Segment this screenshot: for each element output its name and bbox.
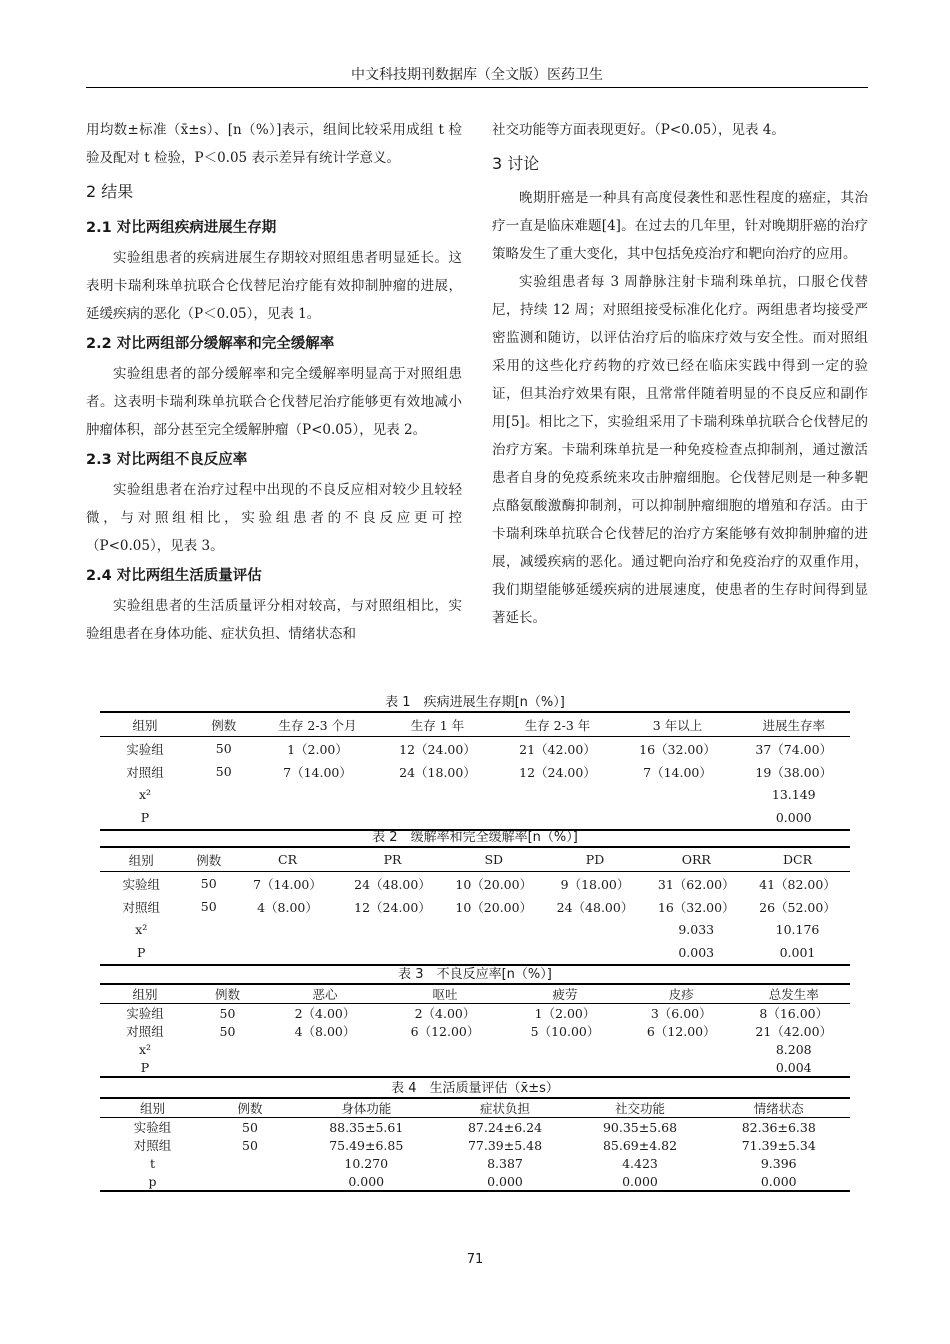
table-cell: 0.004 [775, 1059, 812, 1075]
table-row [100, 872, 850, 896]
column-header: 生存 2-3 个月 [278, 717, 357, 733]
table-cell: 50 [242, 1137, 258, 1153]
table-cell [625, 1040, 738, 1058]
table-cell: 5（10.00） [530, 1024, 600, 1039]
table-cell: 24（48.00） [354, 876, 431, 892]
table-cell: 50 [242, 1119, 258, 1135]
column-header: DCR [783, 852, 812, 867]
section-2-2-paragraph: 实验组患者的部分缓解率和完全缓解率明显高于对照组患者。这表明卡瑞利珠单抗联合仑伐替尼治疗能够更有效地减小肿瘤体积，部分甚至完全缓解肿瘤（P<0.05），见表 2。 [86, 366, 462, 438]
page-number: 71 [466, 1252, 484, 1267]
table-cell: 10（20.00） [455, 876, 533, 892]
column-header: CR [278, 852, 297, 867]
table-row [100, 918, 850, 941]
table-cell: 50 [219, 1023, 236, 1039]
table-cell: t [149, 1155, 156, 1171]
column-header: 例数 [196, 852, 222, 868]
table-cell: 85.69±4.82 [602, 1137, 678, 1153]
table-cell: 50 [219, 1005, 236, 1021]
table-cell [498, 806, 618, 830]
table-cell: 4（8.00） [294, 1024, 356, 1039]
table-cell: 50 [200, 899, 217, 914]
table-cell: 7（14.00） [253, 876, 322, 892]
table-cell [340, 941, 445, 965]
table-cell [445, 941, 543, 965]
table-1 [100, 711, 850, 831]
table-row [100, 806, 850, 830]
column-header: 情绪状态 [753, 1101, 804, 1116]
table-cell: 8.208 [775, 1041, 812, 1057]
table-cell: 87.24±6.24 [467, 1119, 543, 1135]
table-cell [205, 1172, 295, 1191]
table-4-block [100, 1081, 850, 1192]
table-4-title: 表 4 生活质量评估（x̄±s） [391, 1081, 559, 1096]
table-cell: 10.270 [344, 1155, 389, 1171]
column-header: 组别 [128, 852, 154, 868]
table-cell: 24（18.00） [399, 764, 476, 780]
table-cell: 4（8.00） [257, 899, 318, 915]
column-header: PD [585, 852, 605, 867]
table-cell: 1（2.00） [287, 741, 348, 757]
table-cell: x² [138, 1041, 152, 1057]
table-cell: 71.39±5.34 [741, 1137, 816, 1153]
table-cell: 9.033 [678, 922, 715, 937]
table-cell: 0.000 [760, 1173, 797, 1189]
column-header: SD [484, 852, 504, 867]
table-cell: 12（24.00） [399, 741, 476, 757]
table-cell [265, 1040, 385, 1058]
table-cell [190, 806, 258, 830]
table-cell: 对照组 [126, 764, 164, 780]
table-row [100, 1172, 850, 1191]
table-cell: P [137, 945, 146, 960]
column-header: 症状负担 [479, 1101, 530, 1116]
table-cell: 9（18.00） [560, 876, 630, 892]
table-cell: 88.35±5.61 [329, 1119, 404, 1135]
table-row [100, 1136, 850, 1154]
table-row [100, 783, 850, 806]
table-cell: 50 [200, 876, 217, 891]
table-cell [258, 783, 378, 806]
table-cell [378, 806, 498, 830]
table-cell: 75.49±6.85 [329, 1137, 404, 1153]
table-row [100, 1058, 850, 1077]
section-2-2-heading: 2.2 对比两组部分缓解率和完全缓解率 [86, 336, 335, 352]
column-header: 例数 [237, 1101, 263, 1116]
section-2-4-continuation: 社交功能等方面表现更好。（P<0.05），见表 4。 [492, 122, 785, 138]
table-cell [378, 783, 498, 806]
table-cell: 对照组 [133, 1138, 172, 1153]
table-cell: x² [138, 787, 152, 802]
section-2-4-heading: 2.4 对比两组生活质量评估 [86, 568, 262, 584]
column-header: 组别 [132, 987, 158, 1002]
column-header: ORR [681, 852, 711, 867]
table-cell: 6（12.00） [646, 1024, 716, 1039]
table-2-title: 表 2 缓解率和完全缓解率[n（%）] [372, 830, 578, 845]
table-row [100, 1022, 850, 1040]
table-cell: 6（12.00） [410, 1024, 480, 1039]
table-cell [498, 783, 618, 806]
table-cell [385, 1058, 505, 1077]
table-cell: 实验组 [133, 1120, 172, 1135]
table-cell: 0.001 [779, 945, 816, 960]
table-cell: 对照组 [126, 1024, 164, 1039]
table-row [100, 941, 850, 965]
table-cell: 50 [215, 764, 232, 779]
table-cell [258, 806, 378, 830]
table-3-block [100, 967, 850, 1078]
left-column [86, 116, 462, 648]
table-cell: P [140, 810, 150, 825]
table-cell [235, 941, 340, 965]
table-cell: 21（42.00） [519, 741, 596, 757]
table-cell: x² [135, 922, 148, 937]
column-header: 组别 [132, 717, 158, 733]
table-cell [385, 1040, 505, 1058]
table-2-block [100, 830, 850, 966]
table-cell: 8.387 [487, 1155, 523, 1171]
table-cell [183, 918, 236, 941]
section-2-4-paragraph: 实验组患者的生活质量评分相对较高，与对照组相比，实验组患者在身体功能、症状负担、情绪状态和 [86, 598, 462, 642]
table-cell: 37（74.00） [755, 741, 833, 757]
right-column [492, 116, 868, 632]
table-cell: 2（4.00） [414, 1006, 476, 1021]
table-cell [543, 941, 648, 965]
table-cell: 13.149 [771, 787, 816, 802]
header-rule [86, 87, 868, 88]
table-cell: 实验组 [126, 741, 164, 757]
column-header: 组别 [139, 1101, 165, 1116]
table-cell [183, 941, 236, 965]
table-cell: 12（24.00） [354, 899, 431, 915]
table-row [100, 1154, 850, 1172]
results-heading: 2 结果 [86, 182, 134, 201]
column-header: 社交功能 [614, 1101, 665, 1116]
table-cell [235, 918, 340, 941]
table-4 [100, 1097, 850, 1192]
table-cell [205, 1154, 295, 1172]
table-cell: 50 [215, 741, 232, 756]
table-cell [543, 918, 648, 941]
section-2-3-heading: 2.3 对比两组不良反应率 [86, 452, 248, 468]
table-cell: 2（4.00） [294, 1006, 356, 1021]
table-cell: 21（42.00） [755, 1024, 833, 1039]
table-cell: 16（32.00） [639, 741, 716, 757]
column-header: 例数 [214, 987, 240, 1002]
column-header: 生存 2-3 年 [524, 717, 591, 733]
table-cell: 7（14.00） [643, 764, 712, 780]
table-cell: 1（2.00） [534, 1006, 596, 1021]
table-1-block [100, 695, 850, 831]
table-cell: 实验组 [126, 1006, 164, 1021]
table-cell [445, 918, 543, 941]
table-cell: p [148, 1173, 157, 1189]
column-header: 生存 1 年 [410, 717, 465, 733]
table-cell [618, 783, 738, 806]
section-2-1-heading: 2.1 对比两组疾病进展生存期 [86, 220, 277, 236]
table-cell: 26（52.00） [759, 899, 836, 915]
table-cell [190, 783, 258, 806]
table-row [100, 1004, 850, 1023]
table-cell: 9.396 [760, 1155, 797, 1171]
table-cell: 3（6.00） [650, 1006, 712, 1021]
table-3 [100, 983, 850, 1078]
discussion-paragraph-1: 晚期肝癌是一种具有高度侵袭性和恶性程度的癌症，其治疗一直是临床难题[4]。在过去的几年里，针对晚期肝癌的治疗策略发生了重大变化，其中包括免疫治疗和靶向治疗的应用。 [492, 190, 868, 262]
table-cell: 10（20.00） [455, 899, 533, 915]
column-header: PR [383, 852, 402, 867]
table-cell [265, 1058, 385, 1077]
column-header: 疲劳 [552, 987, 578, 1002]
table-cell: 12（24.00） [519, 764, 596, 780]
table-cell [505, 1040, 625, 1058]
table-row [100, 1118, 850, 1137]
column-header: 恶心 [312, 987, 338, 1002]
table-cell: 19（38.00） [755, 764, 833, 780]
table-cell: 0.000 [775, 810, 812, 825]
table-row [100, 1040, 850, 1058]
table-cell: 对照组 [122, 899, 160, 915]
table-1-title: 表 1 疾病进展生存期[n（%）] [385, 695, 565, 710]
table-cell: 7（14.00） [283, 764, 352, 780]
column-header: 例数 [211, 717, 237, 733]
table-cell: 82.36±6.38 [741, 1119, 816, 1135]
column-header: 呕吐 [432, 987, 458, 1002]
table-row [100, 737, 850, 761]
table-cell: 实验组 [122, 876, 160, 892]
table-cell: 0.000 [622, 1173, 658, 1189]
table-cell [625, 1058, 738, 1077]
column-header: 身体功能 [341, 1101, 392, 1116]
table-cell: P [140, 1059, 150, 1075]
table-cell: 77.39±5.48 [467, 1137, 543, 1153]
column-header: 总发生率 [768, 987, 819, 1002]
table-row [100, 760, 850, 783]
methods-paragraph: 用均数±标准（x̄±s）、[n（%）]表示，组间比较采用成组 t 检验及配对 t 检验，P＜0.05 表示差异有统计学意义。 [86, 122, 462, 166]
discussion-paragraph-2: 实验组患者每 3 周静脉注射卡瑞利珠单抗，口服仑伐替尼，持续 12 周；对照组接受标准化化疗。两组患者均接受严密监测和随访，以评估治疗后的临床疗效与安全性。而对照组采用的这些化疗药物的疗效已经在临床实践中得到一定的验证，但其治疗效果有限，且常常伴随着明显的不良反应和副作用[5]。相比之下，实验组采用了卡瑞利珠单抗联合仑伐替尼的治疗方案。卡瑞利珠单抗是一种免疫检查点抑制剂，通过激活患者自身的免疫系统来攻击肿瘤细胞。仑伐替尼则是一种多靶点酪氨酸激酶抑制剂，可以抑制肿瘤细胞的增殖和存活。由于卡瑞利珠单抗联合仑伐替尼的治疗方案能够有效抑制肿瘤的进展，减缓疾病的恶化。通过靶向治疗和免疫治疗的双重作用，我们期望能够延缓疾病的进展速度，使患者的生存时间得到显著延长。 [492, 274, 868, 626]
section-2-3-paragraph: 实验组患者在治疗过程中出现的不良反应相对较少且较轻微，与对照组相比，实验组患者的不良反应更可控（P<0.05），见表 3。 [86, 482, 462, 554]
table-cell: 0.003 [678, 945, 715, 960]
table-cell: 0.000 [487, 1173, 523, 1189]
table-cell: 10.176 [775, 922, 820, 937]
table-cell [505, 1058, 625, 1077]
column-header: 皮疹 [668, 987, 694, 1002]
table-row [100, 895, 850, 918]
table-2 [100, 846, 850, 966]
column-header: 3 年以上 [652, 717, 703, 733]
section-2-1-paragraph: 实验组患者的疾病进展生存期较对照组患者明显延长。这表明卡瑞利珠单抗联合仑伐替尼治疗能有效抑制肿瘤的进展，延缓疾病的恶化（P＜0.05），见表 1。 [86, 250, 462, 322]
table-3-title: 表 3 不良反应率[n（%）] [398, 967, 552, 982]
table-cell: 4.423 [622, 1155, 658, 1171]
discussion-heading: 3 讨论 [492, 154, 540, 173]
journal-header: 中文科技期刊数据库（全文版）医药卫生 [351, 67, 603, 83]
table-cell [618, 806, 738, 830]
table-cell: 8（16.00） [759, 1006, 829, 1021]
table-cell: 31（62.00） [657, 876, 735, 892]
table-cell: 16（32.00） [657, 899, 735, 915]
table-cell: 24（48.00） [556, 899, 634, 915]
column-header: 进展生存率 [762, 717, 825, 733]
table-cell: 0.000 [348, 1173, 385, 1189]
table-cell [340, 918, 445, 941]
table-cell: 90.35±5.68 [602, 1119, 678, 1135]
table-cell [190, 1058, 265, 1077]
table-cell [190, 1040, 265, 1058]
table-cell: 41（82.00） [759, 876, 836, 892]
